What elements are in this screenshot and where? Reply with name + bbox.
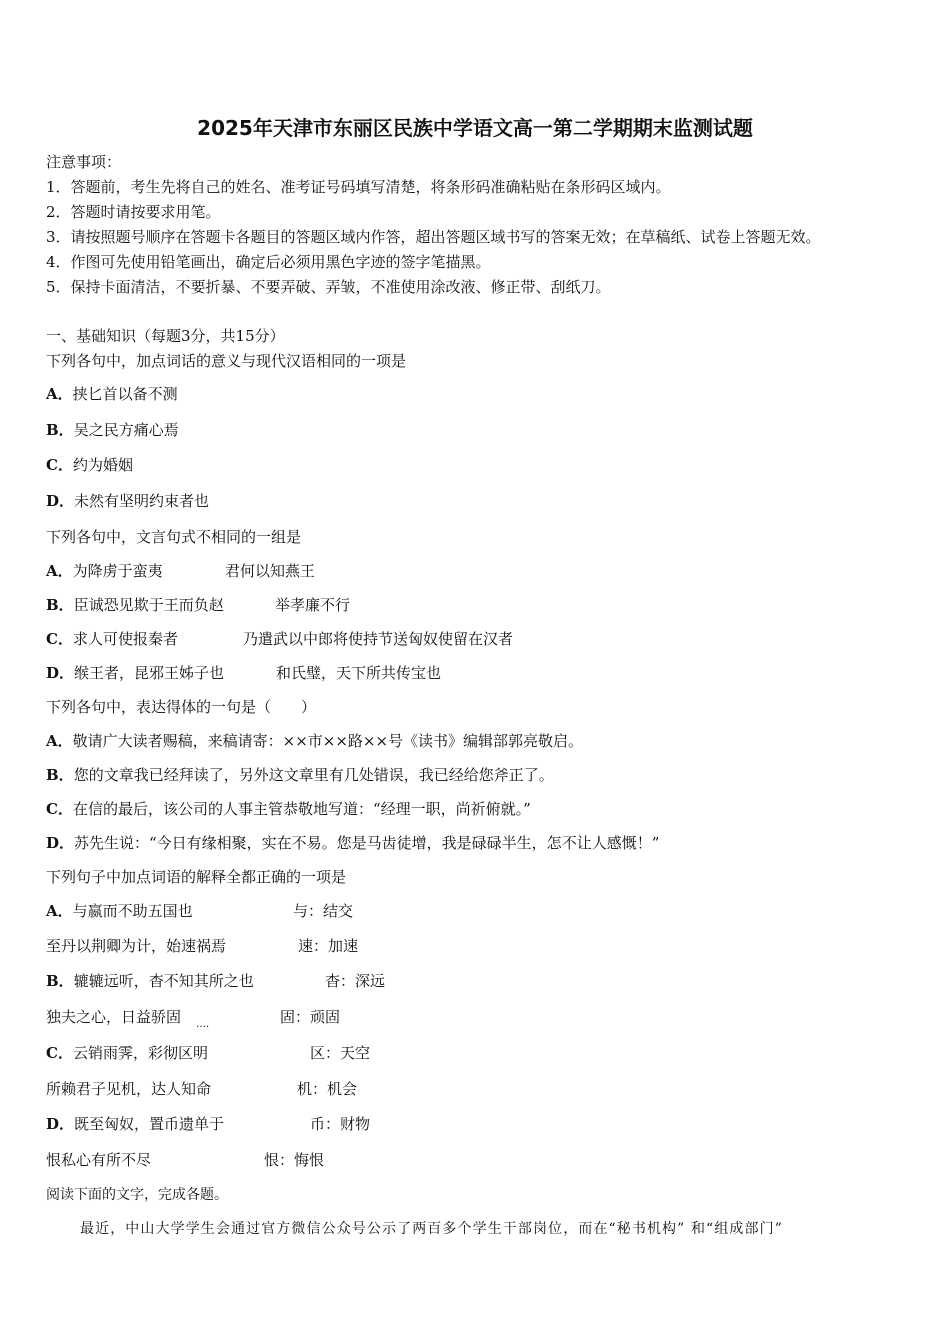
option-a-second: 君何以知燕王 [225, 562, 316, 580]
option-letter: B． [46, 421, 74, 439]
option-letter: B． [46, 972, 74, 990]
option-d-second: 和氏璧，天下所共传宝也 [276, 664, 442, 682]
option-a [46, 731, 583, 751]
notice-item: 5．保持卡面清洁，不要折暴、不要弄破、弄皱，不准使用涂改液、修正带、刮纸刀。 [46, 278, 611, 296]
option-text: 云销雨霁，彩彻区明 [72, 1044, 208, 1062]
option-letter: B． [46, 766, 74, 784]
option-letter: D． [46, 834, 75, 852]
option-c [46, 455, 133, 475]
notice-heading: 注意事项： [46, 153, 122, 171]
option-text: 敬请广大读者赐稿，来稿请寄：××市××路××号《读书》编辑部郭亮敬启。 [72, 732, 584, 750]
option-letter: D． [46, 1115, 75, 1133]
option-b-second: 举孝廉不行 [275, 596, 351, 614]
option-continuation: 独夫之心，日益骄固 [46, 1008, 182, 1026]
option-letter: C． [46, 800, 73, 818]
option-gloss: 区：天空 [310, 1044, 371, 1062]
option-a [46, 384, 178, 404]
option-a [46, 901, 193, 921]
option-b [46, 595, 224, 615]
option-text: 未然有坚明约束者也 [74, 492, 210, 510]
reading-instruction: 阅读下面的文字，完成各题。 [46, 1187, 228, 1203]
option-c-second: 乃遣武以中郎将使持节送匈奴使留在汉者 [243, 630, 514, 648]
option-letter: D． [46, 492, 75, 510]
option-b [46, 971, 254, 991]
option-c [46, 1043, 208, 1063]
option-letter: C． [46, 630, 73, 648]
option-text: 苏先生说：“今日有缘相聚，实在不易。您是马齿徒增，我是碌碌半生，怎不让人感慨！” [74, 834, 660, 852]
option-text: 缑王者，昆邪王姊子也 [74, 664, 225, 682]
notice-item: 3．请按照题号顺序在答题卡各题目的答题区域内作答，超出答题区域书写的答案无效；在草稿纸、试卷上答题无效。 [46, 228, 821, 246]
option-gloss: 固：顽固 [280, 1008, 341, 1026]
question-stem: 下列各句中，加点词话的意义与现代汉语相同的一项是 [46, 352, 407, 370]
option-text: 在信的最后，该公司的人事主管恭敬地写道：“经理一职，尚祈俯就。” [72, 800, 531, 818]
option-gloss: 恨：悔恨 [264, 1151, 325, 1169]
option-continuation: 所赖君子见机，达人知命 [46, 1080, 212, 1098]
option-continuation: 恨私心有所不尽 [46, 1151, 152, 1169]
option-d [46, 1114, 224, 1134]
option-d [46, 491, 209, 511]
option-text: 挟匕首以备不测 [72, 385, 178, 403]
option-c [46, 629, 178, 649]
notice-item: 4．作图可先使用铅笔画出，确定后必须用黑色字迹的签字笔描黑。 [46, 253, 491, 271]
option-continuation: 至丹以荆卿为计，始速祸焉 [46, 937, 227, 955]
option-text: 您的文章我已经拜读了，另外这文章里有几处错误，我已经给您斧正了。 [73, 766, 554, 784]
section-heading: 一、基础知识（每题3分，共15分） [46, 327, 285, 345]
option-gloss: 杳：深远 [325, 972, 386, 990]
option-text: 吴之民方痛心焉 [73, 421, 179, 439]
question-stem: 下列各句中，表达得体的一句是（ ） [46, 698, 317, 716]
option-letter: B． [46, 596, 74, 614]
option-letter: C． [46, 456, 73, 474]
option-gloss: 速：加速 [298, 937, 359, 955]
option-text: 辘辘远听，杳不知其所之也 [73, 972, 254, 990]
option-letter: C． [46, 1044, 73, 1062]
option-gloss: 币：财物 [310, 1115, 371, 1133]
notice-item: 1．答题前，考生先将自己的姓名、准考证号码填写清楚，将条形码准确粘贴在条形码区域内。 [46, 178, 671, 196]
option-c [46, 799, 531, 819]
notice-item: 2．答题时请按要求用笔。 [46, 203, 221, 221]
option-text: 为降虏于蛮夷 [72, 562, 163, 580]
question-stem: 下列句子中加点词语的解释全都正确的一项是 [46, 868, 347, 886]
reading-passage: 最近，中山大学学生会通过官方微信公众号公示了两百多个学生干部岗位，而在“秘书机构” 和“组成部门” [80, 1221, 783, 1237]
option-letter: A． [46, 732, 73, 750]
option-b [46, 765, 554, 785]
option-text: 与嬴而不助五国也 [72, 902, 193, 920]
emphasis-dots: …. [196, 1019, 210, 1030]
option-letter: A． [46, 562, 73, 580]
option-text: 既至匈奴，置币遗单于 [74, 1115, 225, 1133]
option-text: 求人可使报秦者 [72, 630, 178, 648]
option-letter: D． [46, 664, 75, 682]
option-a [46, 561, 163, 581]
option-text: 臣诚恐见欺于王而负赵 [73, 596, 224, 614]
option-text: 约为婚姻 [72, 456, 133, 474]
option-gloss: 与：结交 [293, 902, 354, 920]
option-d [46, 833, 659, 853]
option-b [46, 420, 179, 440]
option-gloss: 机：机会 [297, 1080, 358, 1098]
option-letter: A． [46, 902, 73, 920]
page-title: 2025年天津市东丽区民族中学语文高一第二学期期末监测试题 [197, 116, 753, 140]
question-stem: 下列各句中，文言句式不相同的一组是 [46, 528, 302, 546]
option-letter: A． [46, 385, 73, 403]
option-d [46, 663, 224, 683]
